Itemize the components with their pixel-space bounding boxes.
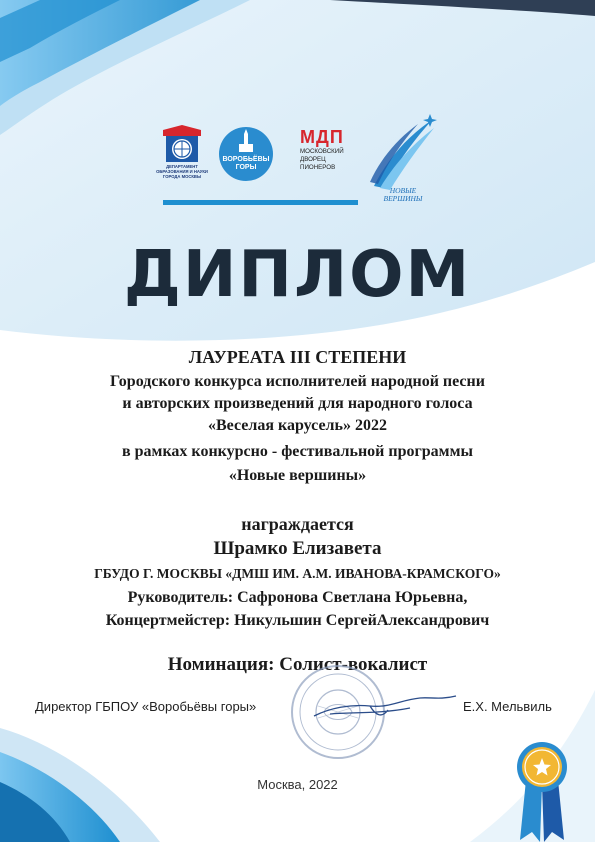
nv-caption-line: НОВЫЕ [389,186,417,195]
header-rule [163,200,358,205]
competition-line: «Новые вершины» [228,467,367,484]
diploma-title: ДИПЛОМ [123,238,472,312]
mdp-caption-line: ДВОРЕЦ [300,156,326,163]
logo-novye-vershiny [366,112,440,212]
mdp-caption [300,148,368,172]
director-signature [310,690,460,724]
globe-emblem-icon [160,122,204,164]
laureate-degree: ЛАУРЕАТА III СТЕПЕНИ [188,347,407,367]
awarded-label: награждается [241,514,354,534]
vorobyovy-caption: ВОРОБЬЁВЫ ГОРЫ [222,156,270,171]
mdp-mark: МДП [300,127,344,147]
competition-line: в рамках конкурсно - фестивальной программы [122,443,473,460]
nv-caption-line: ВЕРШИНЫ [383,194,423,203]
competition-line: «Веселая карусель» 2022 [207,417,387,434]
competition-line: Городского конкурса исполнителей народной песни [110,373,485,390]
competition-line: и авторских произведений для народного голоса [122,395,473,412]
dept-caption: ДЕПАРТАМЕНТ ОБРАЗОВАНИЯ И НАУКИ ГОРОДА МОСКВЫ [156,164,208,179]
accompanist-line: Концертмейстер: Никульшин СергейАлександрович [105,612,490,629]
palace-tower-icon [219,127,273,157]
award-medal-icon [512,740,572,842]
nomination-line: Номинация: Солист-вокалист [167,654,428,675]
director-label: Директор ГБПОУ «Воробьёвы горы» [35,699,257,714]
logo-vorobyovy-gory [219,127,273,181]
school-name: ГБУДО Г. МОСКВЫ «ДМШ ИМ. А.М. ИВАНОВА-КРАМСКОГО» [94,566,501,581]
mdp-caption-line: МОСКОВСКИЙ [300,148,344,155]
city-year: Москва, 2022 [257,777,338,792]
star-swoosh-icon [366,112,440,190]
mdp-caption-line: ПИОНЕРОВ [300,164,336,171]
recipient-name: Шрамко Елизавета [213,538,382,559]
director-name: Е.Х. Мельвиль [463,699,552,714]
logo-department-education [156,122,208,192]
leader-line: Руководитель: Сафронова Светлана Юрьевна, [127,589,468,606]
logo-moscow-palace-pioneers [298,127,368,187]
novye-vershiny-caption [370,187,436,203]
